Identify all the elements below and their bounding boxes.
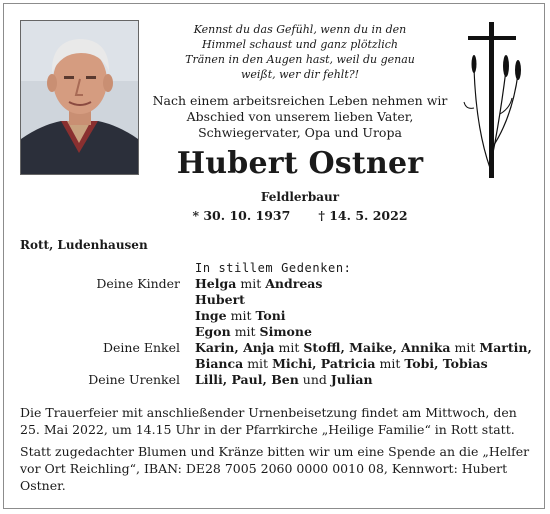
intro-line: Abschied von unserem lieben Vater, [186,109,414,124]
mourner-name: Karin, Anja [195,340,275,355]
mourner-name: Toni [255,308,286,323]
great-grandchildren-label: Deine Urenkel [88,372,180,387]
cross-with-wheat-icon [462,18,522,184]
life-dates [140,208,460,223]
mourner-name: Lilli, Paul, Ben [195,372,299,387]
list-item [20,276,535,292]
intro-text [140,93,460,141]
intro-line: Nach einem arbeitsreichen Leben nehmen wir [152,93,448,108]
intro-line: Schwiegervater, Opa und Uropa [198,125,402,140]
remembrance-heading: In stillem Gedenken: [195,261,352,275]
birth-date: * 30. 10. 1937 [192,208,291,223]
funeral-notice [20,404,532,499]
connector: mit [379,356,401,371]
poem-line: Tränen in den Augen hast, weil du genau [185,53,415,66]
mourner-name: Julian [330,372,373,387]
mourner-name: Andreas [265,276,323,291]
mourners-list [20,260,535,388]
connector: mit [454,340,476,355]
connector: mit [247,356,269,371]
list-item [20,356,535,372]
mourner-name: Hubert [195,292,245,307]
mourner-name: Martin, [479,340,532,355]
deceased-name: Hubert Ostner [176,146,424,181]
poem [150,22,450,82]
grandchildren-label: Deine Enkel [103,340,180,355]
mourner-name: Inge [195,308,227,323]
list-item [20,340,535,356]
location: Rott, Ludenhausen [20,238,148,252]
connector: und [302,372,327,387]
list-item [20,372,535,388]
list-item [20,308,535,324]
mourner-name: Helga [195,276,237,291]
poem-line: weißt, wer dir fehlt?! [240,68,360,81]
funeral-info: Die Trauerfeier mit anschließender Urnenbeisetzung findet am Mittwoch, den 25. Mai 2022, um 14.15 Uhr in der Pfarrkirche „Heilige Familie“ in Rott statt. [20,405,517,437]
poem-line: Kennst du das Gefühl, wenn du in den [193,23,407,36]
mourner-name: Stoffl, Maike, Annika [303,340,451,355]
death-date: † 14. 5. 2022 [318,208,408,223]
portrait-photo [20,20,139,175]
connector: mit [234,324,256,339]
mourner-name: Michi, Patricia [272,356,376,371]
list-item [20,292,535,308]
list-item [20,324,535,340]
children-label: Deine Kinder [96,276,180,291]
mourner-name: Bianca [195,356,244,371]
connector: mit [278,340,300,355]
poem-line: Himmel schaust und ganz plötzlich [202,38,398,51]
donation-info: Statt zugedachter Blumen und Kränze bitten wir um eine Spende an die „Helfer vor Ort Reichling“, IBAN: DE28 7005 2060 0000 0010 08, Kennwort: Hubert Ostner. [20,444,530,493]
mourner-name: Simone [259,324,312,339]
mourner-name: Tobi, Tobias [404,356,488,371]
deceased-occupation: Feldlerbaur [260,190,340,204]
connector: mit [240,276,262,291]
mourner-name: Egon [195,324,231,339]
connector: mit [230,308,252,323]
